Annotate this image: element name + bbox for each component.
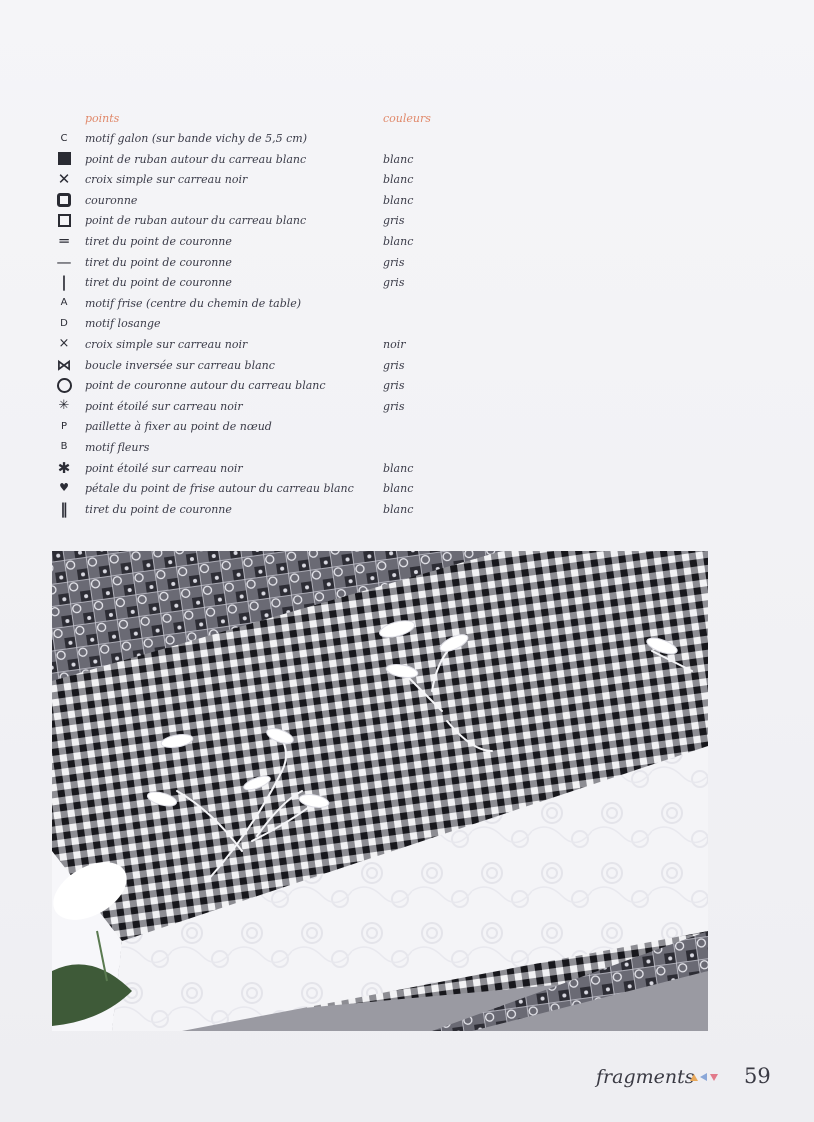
letter-b-symbol: B <box>60 441 68 453</box>
header-colors: couleurs <box>383 112 431 125</box>
filled-square-symbol <box>54 151 74 167</box>
legend-description: point étoilé sur carreau noir <box>85 461 243 475</box>
legend-row <box>52 252 472 273</box>
letter-c-symbol: C <box>60 132 68 144</box>
cross-symbol: ✕ <box>57 170 71 189</box>
small-star-symbol: ✳ <box>58 397 70 413</box>
legend-row <box>52 231 472 252</box>
legend-row <box>52 499 472 520</box>
legend-description: boucle inversée sur carreau blanc <box>85 358 275 372</box>
triangle-up-icon <box>690 1074 698 1081</box>
legend-description: motif frise (centre du chemin de table) <box>85 296 302 310</box>
legend-description: tiret du point de couronne <box>85 276 232 290</box>
legend-row <box>52 396 472 417</box>
legend-row <box>52 355 472 376</box>
legend-description: couronne <box>85 193 138 207</box>
legend-row <box>52 416 472 437</box>
bold-star-symbol: ✱ <box>57 458 71 477</box>
legend-color: gris <box>383 358 405 372</box>
stitch-legend <box>52 108 472 519</box>
legend-color: gris <box>383 399 405 413</box>
legend-header <box>52 108 472 128</box>
vertical-bar-symbol: | <box>61 273 67 292</box>
triangle-left-icon <box>700 1073 707 1081</box>
horizontal-dash-symbol: — <box>56 252 72 271</box>
legend-row <box>52 128 472 149</box>
bowtie-symbol: ⋈ <box>56 355 72 374</box>
legend-color: gris <box>383 276 405 290</box>
legend-description: motif losange <box>85 317 161 331</box>
page-number: 59 <box>744 1064 771 1088</box>
letter-p-symbol: P <box>60 420 68 432</box>
legend-description: point de couronne autour du carreau blanc <box>85 379 326 393</box>
double-dash-symbol: ═ <box>59 231 69 250</box>
legend-row <box>52 272 472 293</box>
legend-row <box>52 458 472 479</box>
legend-description: point étoilé sur carreau noir <box>85 399 243 413</box>
legend-color: blanc <box>383 173 414 187</box>
gingham-table-runner-photo <box>52 551 708 1031</box>
legend-description: tiret du point de couronne <box>85 502 232 516</box>
legend-description: tiret du point de couronne <box>85 255 232 269</box>
page-footer <box>596 1062 786 1092</box>
triangle-down-icon <box>710 1074 718 1081</box>
legend-color: gris <box>383 214 405 228</box>
legend-description: point de ruban autour du carreau blanc <box>85 214 307 228</box>
legend-color: gris <box>383 255 405 269</box>
letter-a-symbol: A <box>60 297 68 309</box>
section-name: fragments <box>596 1066 695 1088</box>
legend-row <box>52 334 472 355</box>
legend-description: pétale du point de frise autour du carreau blanc <box>85 482 354 496</box>
heart-symbol: ♥ <box>59 481 69 495</box>
open-circle-symbol <box>54 377 74 393</box>
open-square-symbol <box>54 212 74 228</box>
legend-description: croix simple sur carreau noir <box>85 173 248 187</box>
legend-color: blanc <box>383 461 414 475</box>
legend-row <box>52 210 472 231</box>
double-bar-symbol: ‖ <box>60 499 68 518</box>
legend-color: blanc <box>383 152 414 166</box>
legend-color: blanc <box>383 234 414 248</box>
legend-row <box>52 149 472 170</box>
letter-d-symbol: D <box>60 317 68 329</box>
legend-color: noir <box>383 337 406 351</box>
legend-row <box>52 293 472 314</box>
legend-row <box>52 437 472 458</box>
legend-row <box>52 375 472 396</box>
legend-row <box>52 190 472 211</box>
legend-color: blanc <box>383 193 414 207</box>
legend-description: motif fleurs <box>85 440 150 454</box>
legend-description: point de ruban autour du carreau blanc <box>85 152 307 166</box>
legend-color: blanc <box>383 502 414 516</box>
small-cross-symbol: × <box>58 335 70 351</box>
legend-description: paillette à fixer au point de nœud <box>85 420 272 434</box>
legend-row <box>52 478 472 499</box>
legend-row <box>52 169 472 190</box>
legend-row <box>52 313 472 334</box>
header-points: points <box>85 112 120 125</box>
legend-description: tiret du point de couronne <box>85 234 232 248</box>
legend-description: croix simple sur carreau noir <box>85 337 248 351</box>
ring-square-symbol <box>54 192 74 208</box>
legend-description: motif galon (sur bande vichy de 5,5 cm) <box>85 132 307 145</box>
legend-color: gris <box>383 379 405 393</box>
legend-color: blanc <box>383 482 414 496</box>
